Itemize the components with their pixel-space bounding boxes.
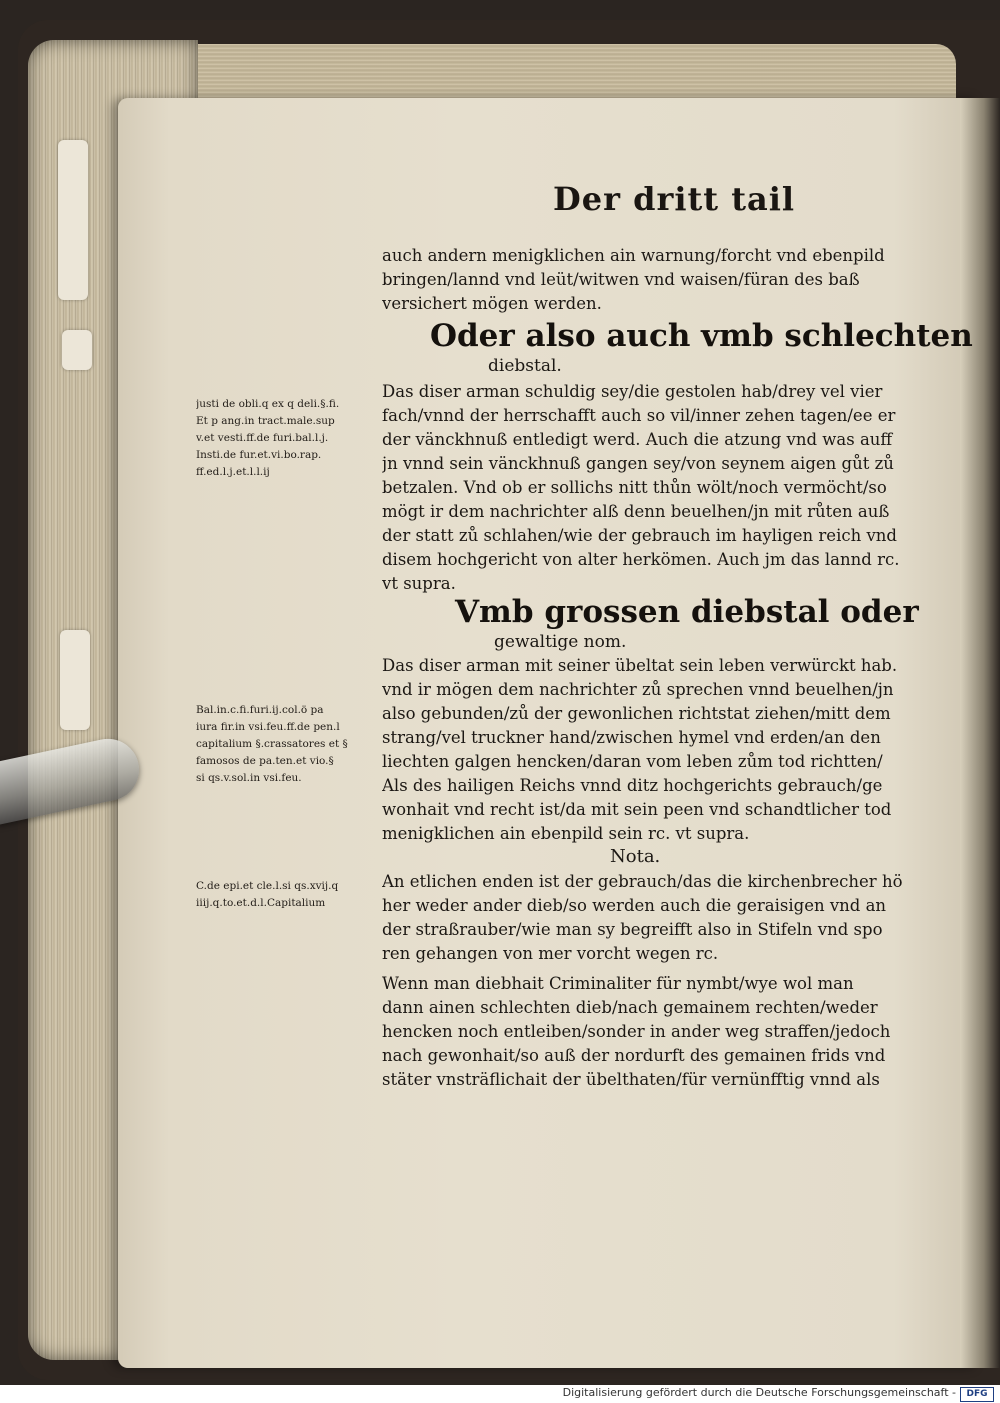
- text-block-5: [382, 972, 902, 1092]
- marginal-line: C.de epi.et cle.l.si qs.xvij.q: [196, 880, 339, 892]
- text-line: her weder ander dieb/so werden auch die geraisigen vnd an: [382, 896, 887, 915]
- text-line: bringen/lannd vnd leüt/witwen vnd waisen/füran des baß: [382, 270, 860, 289]
- text-line: liechten galgen hencken/daran vom leben zům tod richtten/: [382, 752, 883, 771]
- text-line: disem hochgericht von alter herkömen. Auch jm das lannd rc.: [382, 550, 900, 569]
- funding-credit: Digitalisierung gefördert durch die Deutsche Forschungsgemeinschaft -: [562, 1386, 956, 1399]
- torn-paper-fragment: [58, 140, 88, 300]
- marginal-line: v.et vesti.ff.de furi.bal.l.j.: [196, 432, 329, 444]
- torn-paper-fragment: [60, 630, 90, 730]
- marginal-line: iiij.q.to.et.d.l.Capitalium: [196, 897, 326, 909]
- text-line: also gebunden/zů der gewonlichen richtstat ziehen/mitt dem: [382, 704, 891, 723]
- text-line: Das diser arman schuldig sey/die gestolen hab/drey vel vier: [382, 382, 883, 401]
- book-gutter: [960, 98, 1000, 1368]
- section-heading-1: Oder also auch vmb schlechten: [430, 318, 973, 354]
- text-line: betzalen. Vnd ob er sollichs nitt thůn wölt/noch vermöcht/so: [382, 478, 887, 497]
- marginal-line: iura fir.in vsi.feu.ff.de pen.l: [196, 721, 340, 733]
- marginal-note-2: [196, 702, 376, 787]
- text-line: der straßrauber/wie man sy begreifft also in Stifeln vnd spo: [382, 920, 883, 939]
- text-line: fach/vnnd der herrschafft auch so vil/inner zehen tagen/ee er: [382, 406, 896, 425]
- text-line: versichert mögen werden.: [382, 294, 602, 313]
- marginal-note-1: [196, 396, 376, 481]
- marginal-note-3: [196, 878, 376, 912]
- text-line: auch andern menigklichen ain warnung/forcht vnd ebenpild: [382, 246, 885, 265]
- marginal-line: capitalium §.crassatores et §: [196, 738, 348, 750]
- running-head: Der dritt tail: [553, 180, 796, 218]
- marginal-line: famosos de pa.ten.et vio.§: [196, 755, 334, 767]
- marginal-line: justi de obli.q ex q deli.§.fi.: [196, 398, 340, 410]
- text-line: An etlichen enden ist der gebrauch/das die kirchenbrecher hö: [382, 872, 902, 891]
- text-line: der statt zů schlahen/wie der gebrauch im hayligen reich vnd: [382, 526, 897, 545]
- section-subheading-1: diebstal.: [488, 356, 562, 376]
- text-line: mögt ir dem nachrichter alß denn beuelhen/jn mit růten auß: [382, 502, 890, 521]
- text-line: nach gewonhait/so auß der nordurft des gemainen frids vnd: [382, 1046, 886, 1065]
- marginal-line: Bal.in.c.fi.furi.ij.col.ö pa: [196, 704, 324, 716]
- text-line: der vänckhnuß entledigt werd. Auch die atzung vnd was auff: [382, 430, 893, 449]
- text-line: wonhait vnd recht ist/da mit sein peen vnd schandtlicher tod: [382, 800, 892, 819]
- marginal-line: ff.ed.l.j.et.l.l.ij: [196, 466, 270, 478]
- text-block-1: [382, 244, 902, 316]
- marginal-line: Et p ang.in tract.male.sup: [196, 415, 335, 427]
- nota-heading: Nota.: [610, 846, 661, 867]
- text-block-3: [382, 654, 902, 846]
- text-line: Das diser arman mit seiner übeltat sein leben verwürckt hab.: [382, 656, 898, 675]
- section-subheading-2: gewaltige nom.: [494, 632, 627, 652]
- text-block-4: [382, 870, 902, 966]
- text-line: hencken noch entleiben/sonder in ander weg straffen/jedoch: [382, 1022, 891, 1041]
- text-block-2: [382, 380, 902, 596]
- dfg-logo-icon: DFG: [960, 1387, 994, 1402]
- text-line: dann ainen schlechten dieb/nach gemainem rechten/weder: [382, 998, 878, 1017]
- text-line: menigklichen ain ebenpild sein rc. vt supra.: [382, 824, 750, 843]
- text-line: Wenn man diebhait Criminaliter für nymbt/wye wol man: [382, 974, 854, 993]
- text-line: ren gehangen von mer vorcht wegen rc.: [382, 944, 719, 963]
- marginal-line: Insti.de fur.et.vi.bo.rap.: [196, 449, 322, 461]
- torn-paper-fragment: [62, 330, 92, 370]
- text-line: stäter vnsträflichait der übelthaten/für vernünfftig vnnd als: [382, 1070, 880, 1089]
- section-heading-2: Vmb grossen diebstal oder: [455, 594, 919, 630]
- footer-bar: [0, 1385, 1000, 1403]
- text-line: vt supra.: [382, 574, 456, 593]
- marginal-line: si qs.v.sol.in vsi.feu.: [196, 772, 302, 784]
- text-line: jn vnnd sein vänckhnuß gangen sey/von seynem aigen gůt zů: [382, 454, 894, 473]
- text-line: Als des hailigen Reichs vnnd ditz hochgerichts gebrauch/ge: [382, 776, 883, 795]
- text-line: vnd ir mögen dem nachrichter zů sprechen vnnd beuelhen/jn: [382, 680, 894, 699]
- text-line: strang/vel truckner hand/zwischen hymel vnd erden/an den: [382, 728, 881, 747]
